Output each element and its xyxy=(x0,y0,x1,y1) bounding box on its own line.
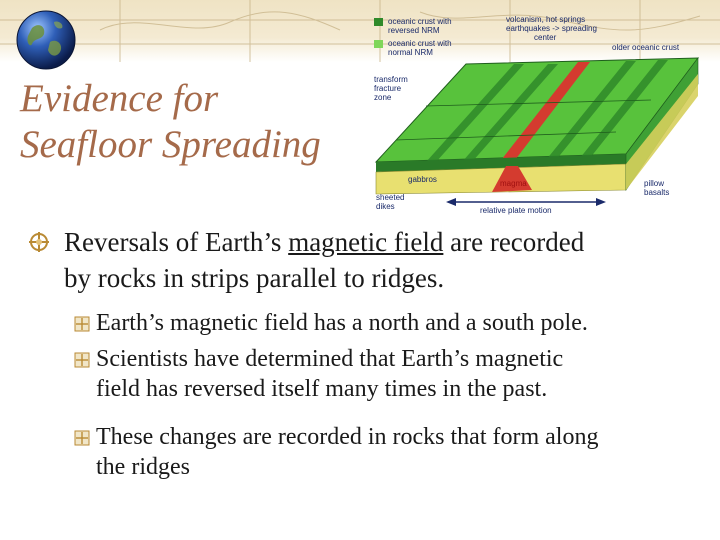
bullet-pre: Reversals of Earth’s xyxy=(64,227,289,257)
sub-bullet-2-line-2: field has reversed itself many times in the past. xyxy=(96,376,548,402)
label-plate-motion: relative plate motion xyxy=(480,206,552,215)
sub-bullet-2-text xyxy=(96,344,716,404)
label-pillow-1: pillow xyxy=(644,179,665,188)
label-transform-1: transform xyxy=(374,75,408,84)
main-bullet-text xyxy=(64,224,714,296)
sub-bullet-2-line-1: Scientists have determined that Earth’s magnetic xyxy=(96,346,564,372)
label-sheeted-2: dikes xyxy=(376,202,395,211)
sub-bullet-marker-icon xyxy=(74,316,90,332)
magnetic-field-link[interactable]: magnetic field xyxy=(288,227,444,257)
legend-reversed-2: reversed NRM xyxy=(388,26,440,35)
label-transform-3: zone xyxy=(374,93,392,102)
legend-swatch-normal xyxy=(374,40,383,48)
sub-bullet-3-line-1: These changes are recorded in rocks that form along xyxy=(96,424,599,450)
title-line-2: Seafloor Spreading xyxy=(20,123,321,166)
sub-bullet-3-text xyxy=(96,422,716,482)
label-volcanism-1: volcanism, hot springs xyxy=(506,15,586,24)
sub-bullet-3-line-2: the ridges xyxy=(96,454,190,480)
seafloor-spreading-diagram xyxy=(366,14,706,218)
label-pillow-2: basalts xyxy=(644,188,670,197)
title-line-1: Evidence for xyxy=(20,77,219,120)
legend-swatch-reversed xyxy=(374,18,383,26)
label-sheeted-1: sheeted xyxy=(376,193,405,202)
slide-title xyxy=(20,76,370,168)
sub-bullet-1-text xyxy=(96,308,716,338)
bullet-marker-icon xyxy=(28,231,50,253)
sub-bullet-marker-icon xyxy=(74,352,90,368)
main-bullet-line-2: by rocks in strips parallel to ridges. xyxy=(64,263,445,293)
legend-reversed-1: oceanic crust with xyxy=(388,17,452,26)
label-transform-2: fracture xyxy=(374,84,402,93)
legend-normal-2: normal NRM xyxy=(388,48,433,57)
sub-bullet-marker-icon xyxy=(74,430,90,446)
label-older-crust: older oceanic crust xyxy=(612,43,680,52)
double-arrow-icon xyxy=(446,198,606,206)
label-volcanism-2: earthquakes -> spreading xyxy=(506,24,597,33)
label-volcanism-3: center xyxy=(534,33,557,42)
main-bullet-line-1 xyxy=(64,224,714,260)
label-magma: magma xyxy=(500,179,527,188)
label-gabbros: gabbros xyxy=(408,175,437,184)
globe-icon xyxy=(14,8,78,72)
legend-normal-1: oceanic crust with xyxy=(388,39,452,48)
sub-bullet-1-line-1: Earth’s magnetic field has a north and a south pole. xyxy=(96,310,588,336)
bullet-post: are recorded xyxy=(443,227,585,257)
